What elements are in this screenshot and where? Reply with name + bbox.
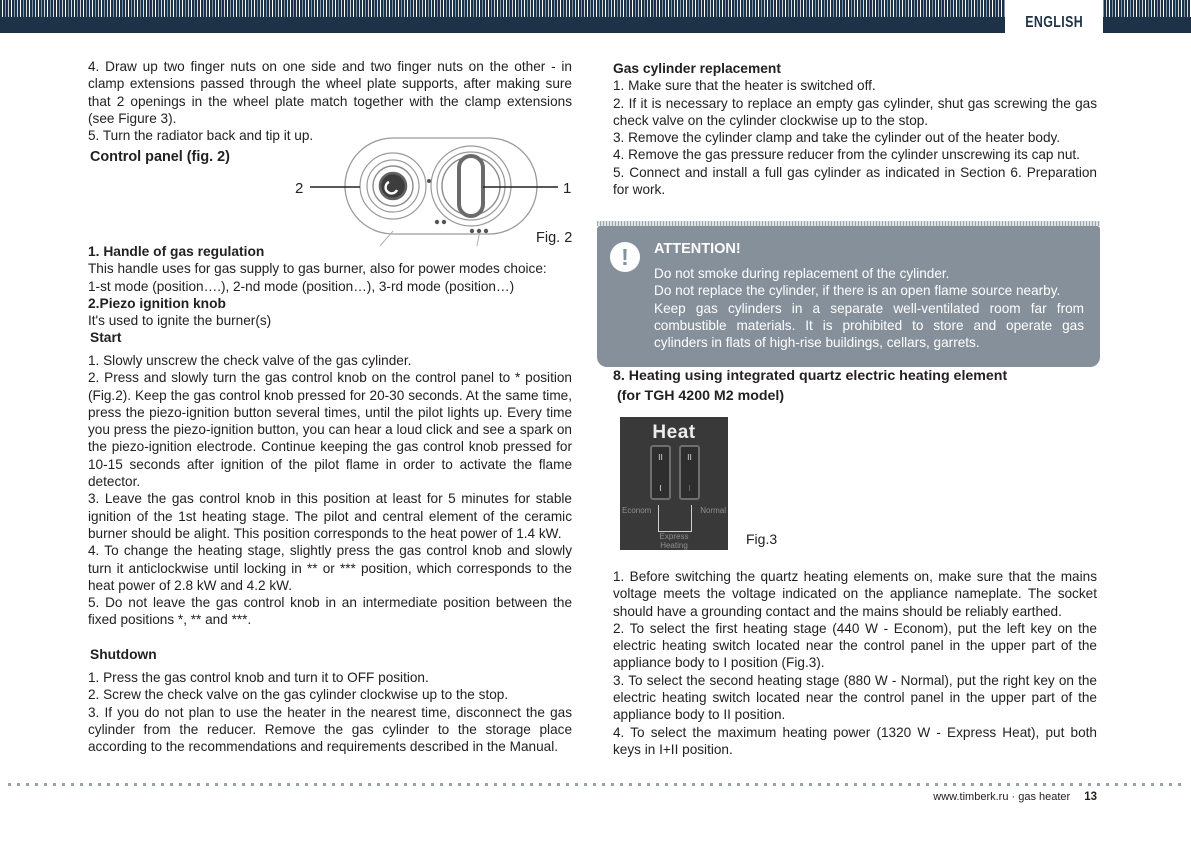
heating-step: 3. To select the second heating stage (880 W - Normal), put the right key on the electric heating switch located near the control panel in the upper part of the appliance body to II position.	[613, 672, 1097, 723]
attention-box	[597, 221, 1100, 367]
handle-line1: This handle uses for gas supply to gas burner, also for power modes choice:	[88, 261, 547, 277]
electric-heating-steps	[613, 568, 1097, 758]
exclamation-icon: !	[610, 242, 640, 272]
shutdown-heading: Shutdown	[90, 647, 157, 662]
section8-heading-line2: (for TGH 4200 M2 model)	[613, 388, 785, 404]
language-tab-label: ENGLISH	[1025, 14, 1083, 31]
paragraph-step5: 5. Turn the radiator back and tip it up.	[88, 128, 314, 144]
start-step: 1. Slowly unscrew the check valve of the gas cylinder.	[88, 353, 412, 368]
econom-label: Econom	[622, 506, 652, 515]
attention-line: Keep gas cylinders in a separate well-ventilated room far from combustible materials. It is prohibited to store and operate gas cylinders in flats of high-rise buildings, cellars, garrets.	[654, 300, 1084, 351]
section8-heading-line1: 8. Heating using integrated quartz electric heating element	[613, 368, 1008, 384]
section8-heading	[613, 366, 1097, 406]
gas-step: 5. Connect and install a full gas cylinder as indicated in Section 6. Preparation for work.	[613, 164, 1097, 198]
express-heating-label: Express Heating	[659, 532, 689, 550]
fig3-heat-switch-panel	[620, 417, 728, 550]
fig3-caption: Fig.3	[746, 531, 778, 547]
gas-control-knob	[459, 156, 483, 216]
switch-position-II: II	[687, 452, 692, 462]
shutdown-step: 1. Press the gas control knob and turn it to OFF position.	[88, 670, 429, 685]
econom-switch	[650, 445, 671, 500]
attention-line: Do not smoke during replacement of the cylinder.	[654, 266, 950, 281]
gas-replacement-heading: Gas cylinder replacement	[613, 61, 781, 76]
heating-step: 4. To select the maximum heating power (1320 W - Express Heat), put both keys in I+II position.	[613, 724, 1097, 757]
handle-line2: 1-st mode (position….), 2-nd mode (position…), 3-rd mode (position…)	[88, 278, 515, 294]
paragraph-step4: 4. Draw up two finger nuts on one side and two finger nuts on the other - in clamp extensions passed through the wheel plate supports, after making sure that 2 openings in the wheel plate match together with the clamp extensions (see Figure 3).	[88, 59, 572, 126]
footer-site-label: www.timberk.ru · gas heater	[933, 791, 1071, 803]
gas-step: 3. Remove the cylinder clamp and take the cylinder out of the heater body.	[613, 130, 1061, 146]
start-step: 3. Leave the gas control knob in this position at least for 5 minutes for stable ignition of the 1st heating stage. The pilot and central element of the ceramic burner should be alight. This position corresponds to the heat power of 1.4 kW.	[88, 491, 572, 541]
left-intro-block	[88, 58, 572, 144]
shutdown-steps	[88, 669, 572, 755]
heating-step: 2. To select the first heating stage (440 W - Econom), put the left key on the electric heating switch located near the control panel in the upper part of the appliance body to I position (Fig.3).	[613, 620, 1097, 671]
switch-position-II: II	[658, 452, 663, 462]
start-step: 5. Do not leave the gas control knob in an intermediate position between the fixed positions *, ** and ***.	[88, 595, 572, 628]
piezo-knob	[380, 173, 406, 199]
shutdown-step: 3. If you do not plan to use the heater in the nearest time, disconnect the gas cylinder from the reducer. Remove the gas cylinder to the storage place according to the recommendations and requirements described in the Manual.	[88, 704, 572, 755]
fig2-control-panel-drawing	[292, 134, 580, 248]
start-steps	[88, 352, 572, 629]
knob-description-block	[88, 243, 572, 329]
start-step: 4. To change the heating stage, slightly press the gas control knob and slowly turn it anticlockwise until locking in ** or *** position, which corresponds to the heat power of 2.8 kW and 4.2 kW.	[88, 543, 572, 593]
page-number: 13	[1084, 791, 1097, 803]
piezo-heading: 2.Piezo ignition knob	[88, 295, 226, 311]
normal-switch	[679, 445, 700, 500]
gas-step: 2. If it is necessary to replace an empty gas cylinder, shut gas screwing the gas check valve on the cylinder clockwise up to the stop.	[613, 95, 1097, 128]
fig2-caption: Fig. 2	[536, 230, 573, 246]
footer	[613, 791, 1097, 803]
normal-label: Normal	[700, 506, 726, 515]
shutdown-step: 2. Screw the check valve on the gas cylinder clockwise up to the stop.	[88, 687, 509, 703]
heating-step: 1. Before switching the quartz heating elements on, make sure that the mains voltage meets the voltage indicated on the appliance nameplate. The socket should have a grounding contact and the mains should be reliably earthed.	[613, 569, 1097, 619]
start-step: 2. Press and slowly turn the gas control knob on the control panel to * position (Fig.2). Keep the gas control knob pressed for 20-30 seconds. At the same time, press the piezo-ignition button several times, until the pilot lights up. Every time you press the piezo-ignition button, you can hear a loud click and see a spark on the piezo-ignition electrode. Continue keeping the gas control knob pressed for 10-15 seconds after ignition of the pilot flame in order to activate the flame detector.	[88, 370, 572, 490]
express-bracket	[658, 505, 692, 532]
switch-position-I: I	[659, 483, 662, 493]
gas-replacement-block	[613, 60, 1097, 198]
fig2-callout-2: 2	[295, 180, 304, 197]
gas-step: 4. Remove the gas pressure reducer from the cylinder unscrewing its cap nut.	[613, 147, 1080, 163]
piezo-line: It's used to ignite the burner(s)	[88, 313, 272, 329]
switch-position-I: I	[688, 483, 691, 493]
footer-dotted-rule	[8, 783, 1184, 786]
start-heading: Start	[90, 330, 122, 345]
attention-title: ATTENTION!	[654, 241, 741, 257]
handle-heading: 1. Handle of gas regulation	[88, 244, 265, 259]
attention-line: Do not replace the cylinder, if there is an open flame source nearby.	[654, 283, 1061, 299]
panel-outline	[345, 138, 537, 234]
language-tab	[1005, 0, 1103, 33]
fig2-callout-1: 1	[563, 180, 572, 197]
gas-step: 1. Make sure that the heater is switched off.	[613, 78, 876, 94]
heat-panel-title: Heat	[652, 422, 696, 443]
control-panel-heading: Control panel (fig. 2)	[90, 149, 230, 165]
